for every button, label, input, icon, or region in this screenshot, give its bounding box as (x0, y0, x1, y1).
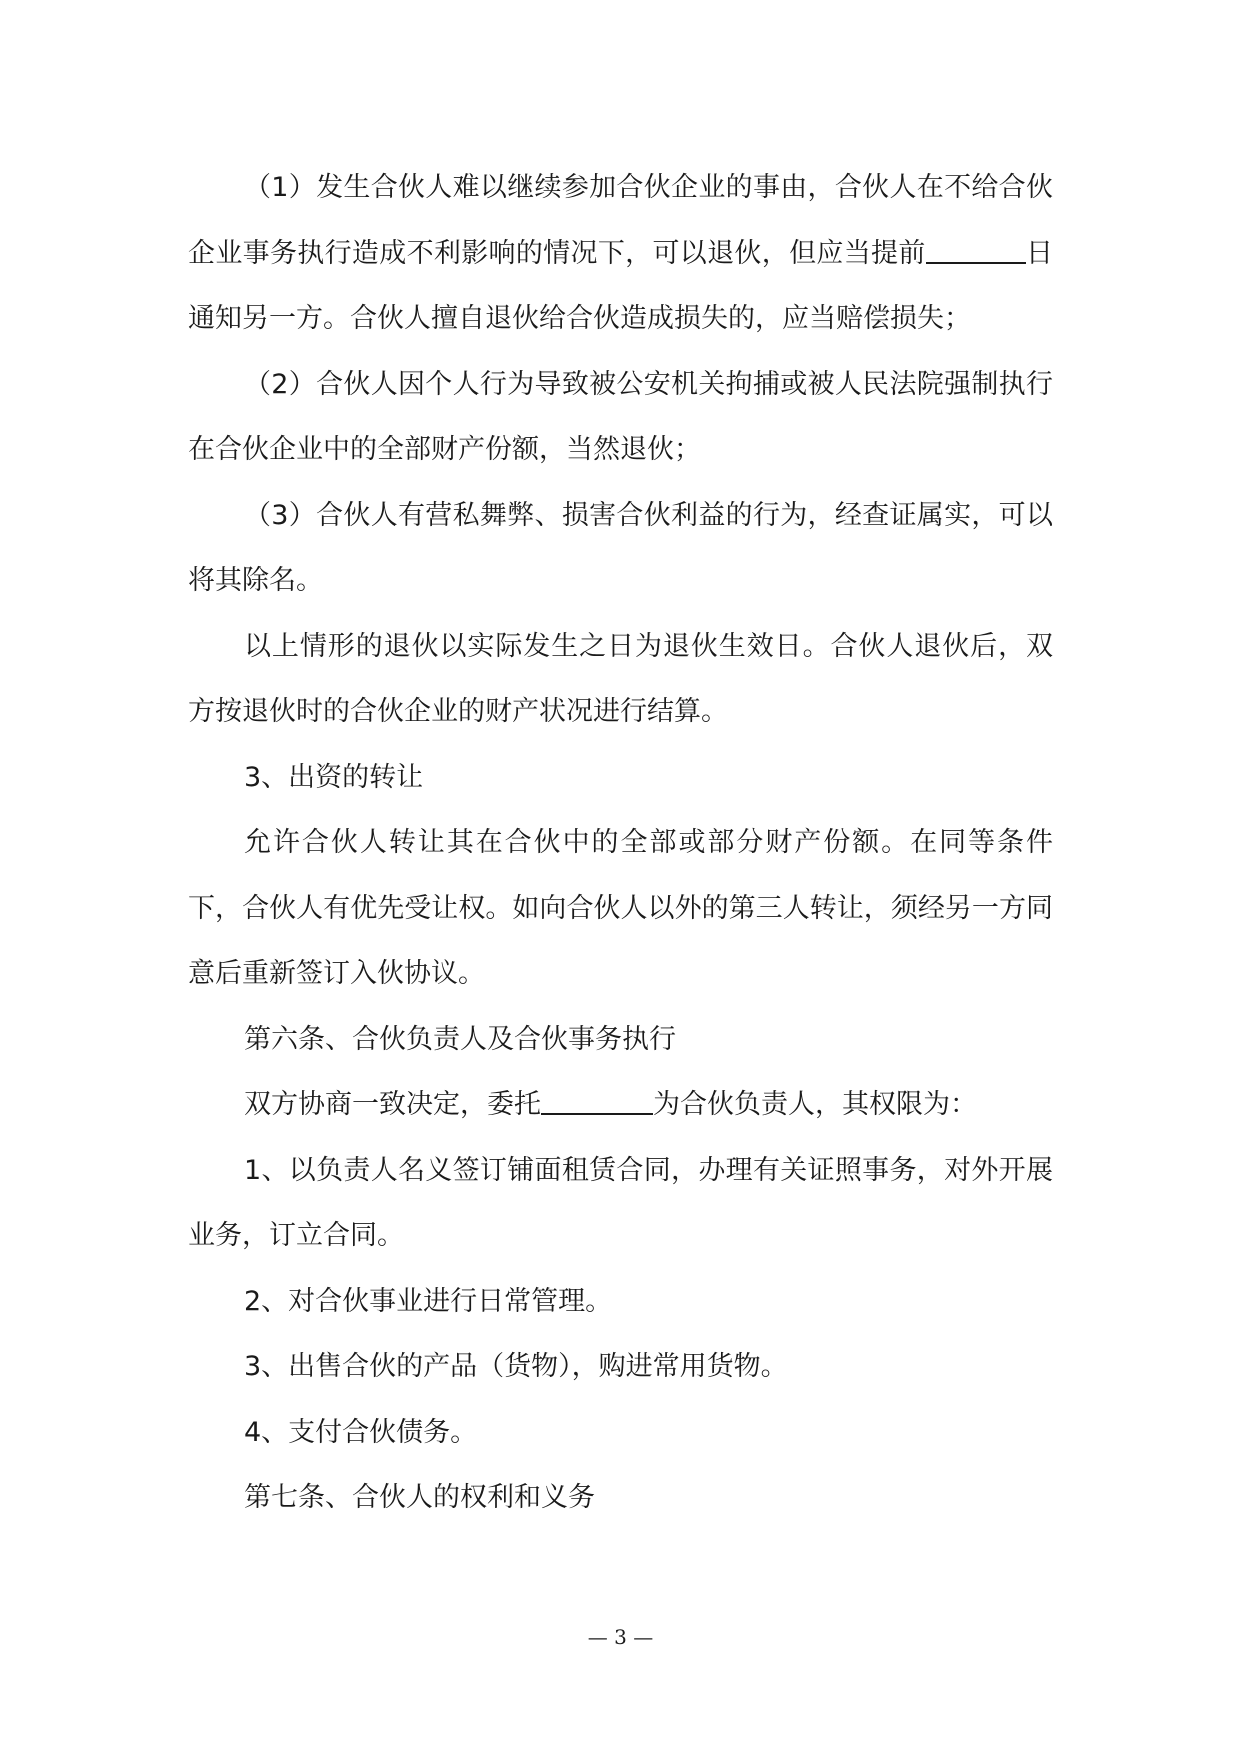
paragraph-withdrawal-settlement: 以上情形的退伙以实际发生之日为退伙生效日。合伙人退伙后，双方按退伙时的合伙企业的财产状况进行结算。 (188, 630, 1053, 727)
paragraph-withdrawal-notice (188, 155, 1053, 352)
page-number: — 3 — (587, 1625, 654, 1649)
article-heading-six: 第六条、合伙负责人及合伙事务执行 (244, 1023, 676, 1055)
article-heading-seven: 第七条、合伙人的权利和义务 (244, 1482, 595, 1513)
list-item-authority-4: 4、支付合伙债务。 (244, 1416, 478, 1448)
fill-in-blank-manager-name[interactable] (541, 1085, 653, 1115)
section-heading-capital-transfer: 3、出资的转让 (244, 761, 424, 793)
paragraph-text: （1）发生合伙人难以继续参加合伙企业的事由，合伙人在不给合伙企业事务执行造成不利影响的情况下，可以退伙，但应当提前 (188, 172, 1053, 269)
paragraph-text: 日通知另一方。合伙人擅自退伙给合伙造成损失的，应当赔偿损失； (188, 237, 1054, 334)
paragraph-text: 为合伙负责人，其权限为： (653, 1089, 977, 1120)
paragraph-text: 双方协商一致决定，委托 (244, 1089, 541, 1120)
list-item-authority-3: 3、出售合伙的产品（货物），购进常用货物。 (244, 1351, 788, 1382)
list-item-authority-2: 2、对合伙事业进行日常管理。 (244, 1285, 613, 1317)
paragraph-withdrawal-expulsion: （3）合伙人有营私舞弊、损害合伙利益的行为，经查证属实，可以将其除名。 (188, 499, 1053, 596)
list-item-authority-1: 1、以负责人名义签订铺面租赁合同，办理有关证照事务，对外开展业务，订立合同。 (188, 1154, 1053, 1251)
fill-in-blank-days[interactable] (926, 234, 1026, 264)
paragraph-appoint-manager (188, 1072, 1053, 1138)
paragraph-withdrawal-arrest: （2）合伙人因个人行为导致被公安机关拘捕或被人民法院强制执行在合伙企业中的全部财产份额，当然退伙； (188, 368, 1053, 465)
paragraph-capital-transfer: 允许合伙人转让其在合伙中的全部或部分财产份额。在同等条件下，合伙人有优先受让权。如向合伙人以外的第三人转让，须经另一方同意后重新签订入伙协议。 (188, 827, 1053, 989)
document-body (188, 155, 1053, 1531)
